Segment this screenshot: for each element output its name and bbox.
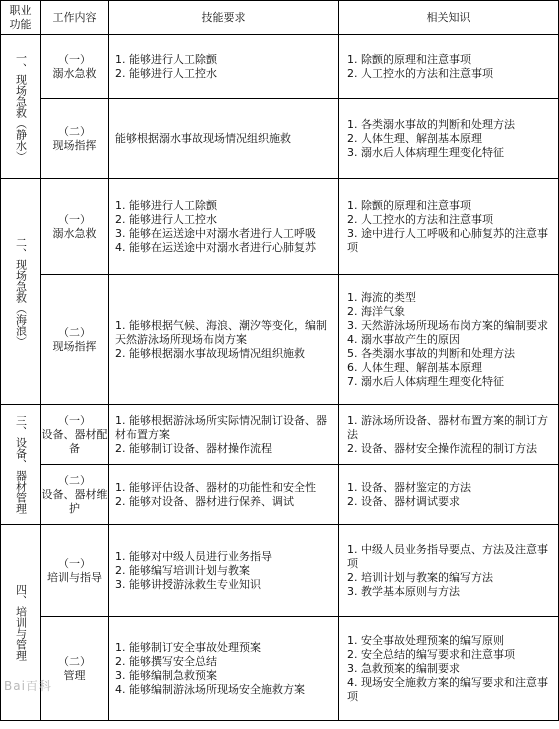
header-function: 职业 功能 bbox=[1, 1, 41, 35]
work-number: （一） bbox=[58, 212, 91, 226]
header-knowledge: 相关知识 bbox=[339, 1, 559, 35]
work-number: （一） bbox=[58, 556, 91, 570]
list-item: 2. 能够对设备、器材进行保养、调试 bbox=[115, 494, 294, 508]
list-item: 1. 能够根据气候、海浪、潮汐等变化，编制天然游泳场所现场布岗方案 bbox=[115, 318, 327, 346]
list-item: 3. 能够在运送途中对溺水者进行人工呼吸 bbox=[115, 226, 316, 240]
table-row bbox=[1, 525, 559, 617]
list-item: 1. 安全事故处理预案的编写原则 bbox=[347, 633, 504, 647]
work-cell bbox=[41, 525, 109, 617]
work-number: （一） bbox=[58, 52, 91, 66]
list-item: 1. 中级人员业务指导要点、方法及注意事项 bbox=[347, 542, 548, 570]
work-cell bbox=[41, 465, 109, 525]
list-item: 3. 天然游泳场所现场布岗方案的编制要求 bbox=[347, 318, 548, 332]
list-item: 2. 人体生理、解剖基本原理 bbox=[347, 131, 482, 145]
skill-cell bbox=[109, 275, 339, 405]
list-item: 2. 能够进行人工控水 bbox=[115, 212, 217, 226]
skill-cell bbox=[109, 35, 339, 99]
list-item: 1. 能够进行人工除颤 bbox=[115, 52, 217, 66]
list-item: 1. 能够评估设备、器材的功能性和安全性 bbox=[115, 480, 316, 494]
function-label: 二、现场急救（海浪） bbox=[14, 236, 28, 347]
work-name: 培训与指导 bbox=[47, 570, 102, 584]
work-number: （二） bbox=[58, 654, 91, 668]
knowledge-cell bbox=[339, 275, 559, 405]
table-row bbox=[1, 405, 559, 465]
work-name: 现场指挥 bbox=[52, 138, 97, 152]
table-row bbox=[1, 465, 559, 525]
list-item: 1. 能够根据游泳场所实际情况制订设备、器材布置方案 bbox=[115, 413, 327, 441]
skill-cell bbox=[109, 525, 339, 617]
work-cell bbox=[41, 617, 109, 721]
list-item: 5. 各类溺水事故的判断和处理方法 bbox=[347, 346, 515, 360]
list-item: 3. 溺水后人体病理生理变化特征 bbox=[347, 145, 504, 159]
table-row bbox=[1, 617, 559, 721]
work-name: 设备、器材配备 bbox=[41, 427, 108, 455]
header-row bbox=[1, 1, 559, 35]
table-row bbox=[1, 275, 559, 405]
function-cell bbox=[1, 179, 41, 405]
function-label: 一、现场急救（静水） bbox=[14, 51, 28, 162]
watermark: Bai百科 bbox=[4, 679, 52, 693]
list-item: 2. 能够制订设备、器材操作流程 bbox=[115, 441, 272, 455]
list-item: 1. 除颤的原理和注意事项 bbox=[347, 52, 471, 66]
list-item: 2. 安全总结的编写要求和注意事项 bbox=[347, 647, 515, 661]
work-number: （二） bbox=[58, 325, 91, 339]
list-item: 2. 能够根据溺水事故现场情况组织施救 bbox=[115, 346, 305, 360]
list-item: 2. 能够撰写安全总结 bbox=[115, 654, 217, 668]
function-cell bbox=[1, 35, 41, 179]
table-row bbox=[1, 99, 559, 179]
skill-cell bbox=[109, 405, 339, 465]
skill-cell bbox=[109, 179, 339, 275]
list-item: 2. 培训计划与教案的编写方法 bbox=[347, 570, 493, 584]
work-name: 现场指挥 bbox=[52, 339, 97, 353]
list-item: 2. 能够编写培训计划与教案 bbox=[115, 563, 250, 577]
list-item: 1. 除颤的原理和注意事项 bbox=[347, 198, 471, 212]
knowledge-cell bbox=[339, 179, 559, 275]
knowledge-cell bbox=[339, 465, 559, 525]
list-item: 2. 能够进行人工控水 bbox=[115, 66, 217, 80]
work-number: （二） bbox=[58, 124, 91, 138]
list-item: 4. 溺水事故产生的原因 bbox=[347, 332, 460, 346]
list-item: 能够根据溺水事故现场情况组织施救 bbox=[115, 131, 291, 145]
list-item: 1. 各类溺水事故的判断和处理方法 bbox=[347, 117, 515, 131]
list-item: 6. 人体生理、解剖基本原理 bbox=[347, 360, 482, 374]
header-work: 工作内容 bbox=[41, 1, 109, 35]
list-item: 1. 海流的类型 bbox=[347, 290, 416, 304]
function-label: 三、设备、器材管理 bbox=[14, 415, 28, 514]
function-cell bbox=[1, 405, 41, 525]
list-item: 3. 能够编制急救预案 bbox=[115, 668, 217, 682]
list-item: 1. 能够对中级人员进行业务指导 bbox=[115, 549, 272, 563]
list-item: 3. 能够讲授游泳救生专业知识 bbox=[115, 577, 261, 591]
knowledge-cell bbox=[339, 405, 559, 465]
list-item: 3. 途中进行人工呼吸和心肺复苏的注意事项 bbox=[347, 226, 548, 254]
work-name: 溺水急救 bbox=[52, 226, 97, 240]
header-skill: 技能要求 bbox=[109, 1, 339, 35]
skill-cell bbox=[109, 617, 339, 721]
work-name: 管理 bbox=[63, 668, 86, 682]
knowledge-cell bbox=[339, 617, 559, 721]
list-item: 4. 能够在运送途中对溺水者进行心肺复苏 bbox=[115, 240, 316, 254]
work-cell bbox=[41, 35, 109, 99]
list-item: 2. 人工控水的方法和注意事项 bbox=[347, 66, 493, 80]
list-item: 1. 游泳场所设备、器材布置方案的制订方法 bbox=[347, 413, 548, 441]
list-item: 1. 能够进行人工除颤 bbox=[115, 198, 217, 212]
list-item: 2. 设备、器材安全操作流程的制订方法 bbox=[347, 441, 537, 455]
list-item: 2. 海洋气象 bbox=[347, 304, 405, 318]
work-cell bbox=[41, 275, 109, 405]
list-item: 1. 设备、器材鉴定的方法 bbox=[347, 480, 471, 494]
list-item: 2. 设备、器材调试要求 bbox=[347, 494, 460, 508]
list-item: 4. 能够编制游泳场所现场安全施救方案 bbox=[115, 682, 305, 696]
work-number: （一） bbox=[58, 413, 91, 427]
list-item: 1. 能够制订安全事故处理预案 bbox=[115, 640, 261, 654]
work-cell bbox=[41, 99, 109, 179]
function-label: 四、培训与管理 bbox=[14, 584, 28, 661]
knowledge-cell bbox=[339, 99, 559, 179]
skill-cell bbox=[109, 99, 339, 179]
work-name: 设备、器材维护 bbox=[41, 487, 108, 515]
list-item: 3. 教学基本原则与方法 bbox=[347, 584, 460, 598]
skill-cell bbox=[109, 465, 339, 525]
knowledge-cell bbox=[339, 525, 559, 617]
list-item: 2. 人工控水的方法和注意事项 bbox=[347, 212, 493, 226]
list-item: 3. 急救预案的编制要求 bbox=[347, 661, 460, 675]
knowledge-cell bbox=[339, 35, 559, 99]
list-item: 7. 溺水后人体病理生理变化特征 bbox=[347, 374, 504, 388]
table-row bbox=[1, 35, 559, 99]
work-name: 溺水急救 bbox=[52, 66, 97, 80]
table-row bbox=[1, 179, 559, 275]
list-item: 4. 现场安全施救方案的编写要求和注意事项 bbox=[347, 675, 548, 703]
work-number: （二） bbox=[58, 473, 91, 487]
work-cell bbox=[41, 179, 109, 275]
work-cell bbox=[41, 405, 109, 465]
